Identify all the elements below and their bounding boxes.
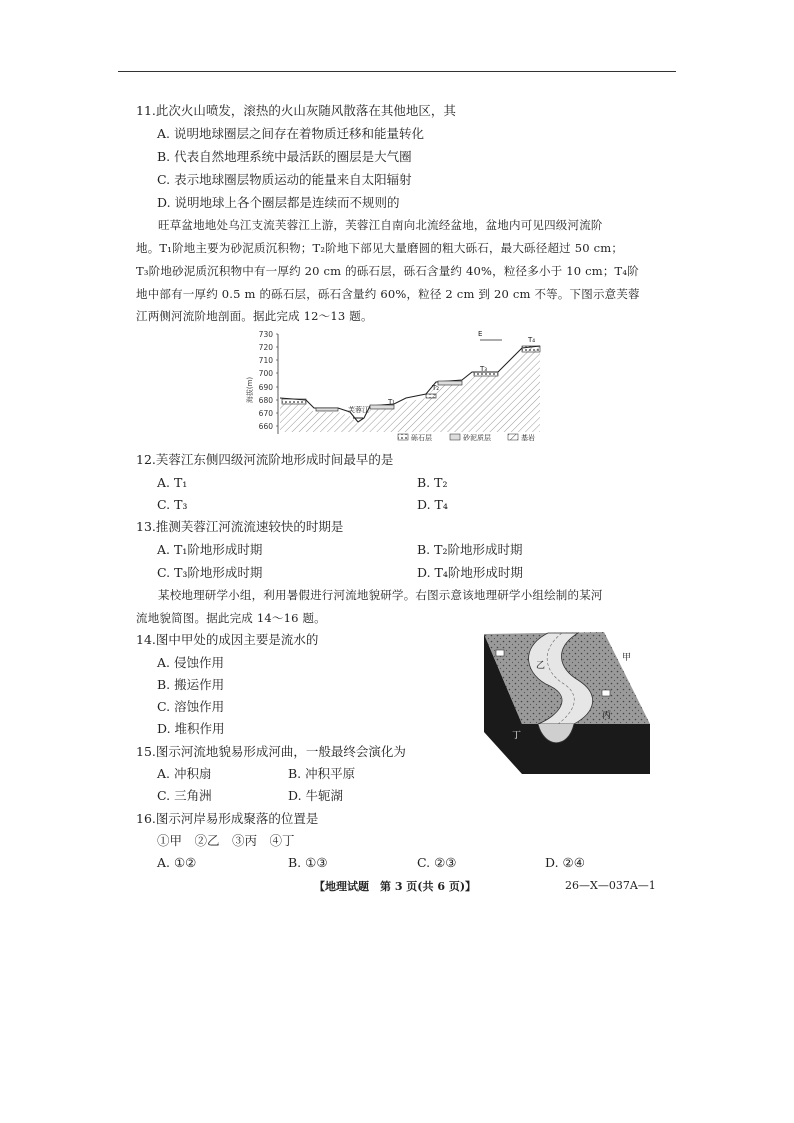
label-bing: 丙 [602,711,612,721]
q13-stem: 13.推测芙蓉江河流流速较快的时期是 [136,519,344,534]
q13-option-a: A. T₁阶地形成时期 [157,542,263,557]
passage1-line: T₃阶地砂泥质沉积物中有一厚约 20 cm 的砾石层，砾石含量约 40%，粒径多小于 10 cm；T₄阶 [136,264,639,278]
terrace-label-t2: T₂ [432,384,440,392]
y-tick: 660 [258,422,273,431]
terrace-label-t4: T₄ [528,336,536,344]
west-terrace-layer [282,399,306,404]
q14-option-d: D. 堆积作用 [157,721,225,736]
label-yi: 乙 [536,661,546,671]
q16-stem: 16.图示河岸易形成聚落的位置是 [136,811,319,826]
q14-option-b: B. 搬运作用 [157,677,225,692]
q12-option-a: A. T₁ [157,475,188,490]
bedrock [280,346,540,432]
q14-option-c: C. 溶蚀作用 [157,699,225,714]
legend-bedrock: 基岩 [521,434,535,442]
t4-layer [522,346,540,352]
q15-option-c: C. 三角洲 [157,788,212,803]
legend-sand-swatch [450,434,460,440]
q13-option-c: C. T₃阶地形成时期 [157,565,263,580]
river-label: 芙蓉江 [348,406,369,414]
q15-stem: 15.图示河流地貌易形成河曲，一般最终会演化为 [136,744,406,759]
terrace-label-t1: T₁ [388,398,396,406]
q15-option-a: A. 冲积扇 [157,766,212,781]
q14-stem: 14.图中甲处的成因主要是流水的 [136,632,319,647]
y-tick: 670 [258,409,273,418]
q13-option-b: B. T₂阶地形成时期 [417,542,523,557]
q11-option-a: A. 说明地球圈层之间存在着物质迁移和能量转化 [157,126,424,141]
y-axis-label: 海拔(m) [246,376,254,404]
t2-layer [426,394,436,398]
legend-sand: 砂泥质层 [463,434,491,442]
legend-gravel: 砾石层 [411,434,432,442]
y-tick: 720 [258,343,273,352]
y-tick: 700 [258,369,273,378]
q15-option-b: B. 冲积平原 [288,766,356,781]
house-icon [602,690,610,696]
q12-option-d: D. T₄ [417,497,448,512]
house-icon [496,650,504,656]
q16-option-b: B. ①③ [288,855,328,870]
q12-option-c: C. T₃ [157,497,188,512]
passage2-line: 某校地理研学小组，利用暑假进行河流地貌研学。右图示意该地理研学小组绘制的某河 [158,588,603,602]
q16-option-a: A. ①② [157,855,197,870]
header-rule [118,71,676,72]
q11-option-d: D. 说明地球上各个圈层都是连续而不规则的 [157,195,400,210]
terrace-label-t3: T₃ [480,365,488,373]
page-footer-title: 【地理试题 第 3 页(共 6 页)】 [314,880,477,893]
q11-option-b: B. 代表自然地理系统中最活跃的圈层是大气圈 [157,149,412,164]
passage1-line: 旺草盆地地处乌江支流芙蓉江上游，芙蓉江自南向北流经盆地，盆地内可见四级河流阶 [158,218,603,232]
q13-option-d: D. T₄阶地形成时期 [417,565,523,580]
q16-option-d: D. ②④ [545,855,585,870]
y-tick: 690 [258,383,273,392]
legend-bedrock-swatch [508,434,518,440]
passage1-line: 地。T₁阶地主要为砂泥质沉积物；T₂阶地下部见大量磨圆的粗大砾石，最大砾径超过 50 cm； [136,241,624,255]
label-jia: 甲 [622,653,632,663]
legend-gravel-swatch [398,434,408,440]
page-footer-code: 26—X—037A—1 [565,879,656,892]
q16-choices: ①甲 ②乙 ③丙 ④丁 [157,833,295,848]
q12-option-b: B. T₂ [417,475,448,490]
passage1-line: 地中部有一厚约 0.5 m 的砾石层，砾石含量约 60%，粒径 2 cm 到 20 cm 不等。下图示意芙蓉 [136,287,640,301]
label-ding: 丁 [512,731,522,741]
passage2-line: 流地貌简图。据此完成 14～16 题。 [136,611,326,625]
q12-stem: 12.芙蓉江东侧四级河流阶地形成时间最早的是 [136,452,394,467]
terrace-profile-diagram [240,328,570,446]
y-tick: 680 [258,396,273,405]
q11-stem: 11.此次火山喷发，滚热的火山灰随风散落在其他地区，其 [136,103,456,118]
q11-option-c: C. 表示地球圈层物质运动的能量来自太阳辐射 [157,172,412,187]
q15-option-d: D. 牛轭湖 [288,788,344,803]
t3-layer [438,381,462,385]
point-e-label: E [478,330,483,338]
west-lower-layer [316,408,338,411]
q16-option-c: C. ②③ [417,855,457,870]
y-tick: 730 [258,330,273,339]
q14-option-a: A. 侵蚀作用 [157,655,224,670]
y-tick: 710 [258,356,273,365]
passage1-line: 江两侧河流阶地剖面。据此完成 12～13 题。 [136,309,373,323]
river-block-diagram [478,628,654,776]
